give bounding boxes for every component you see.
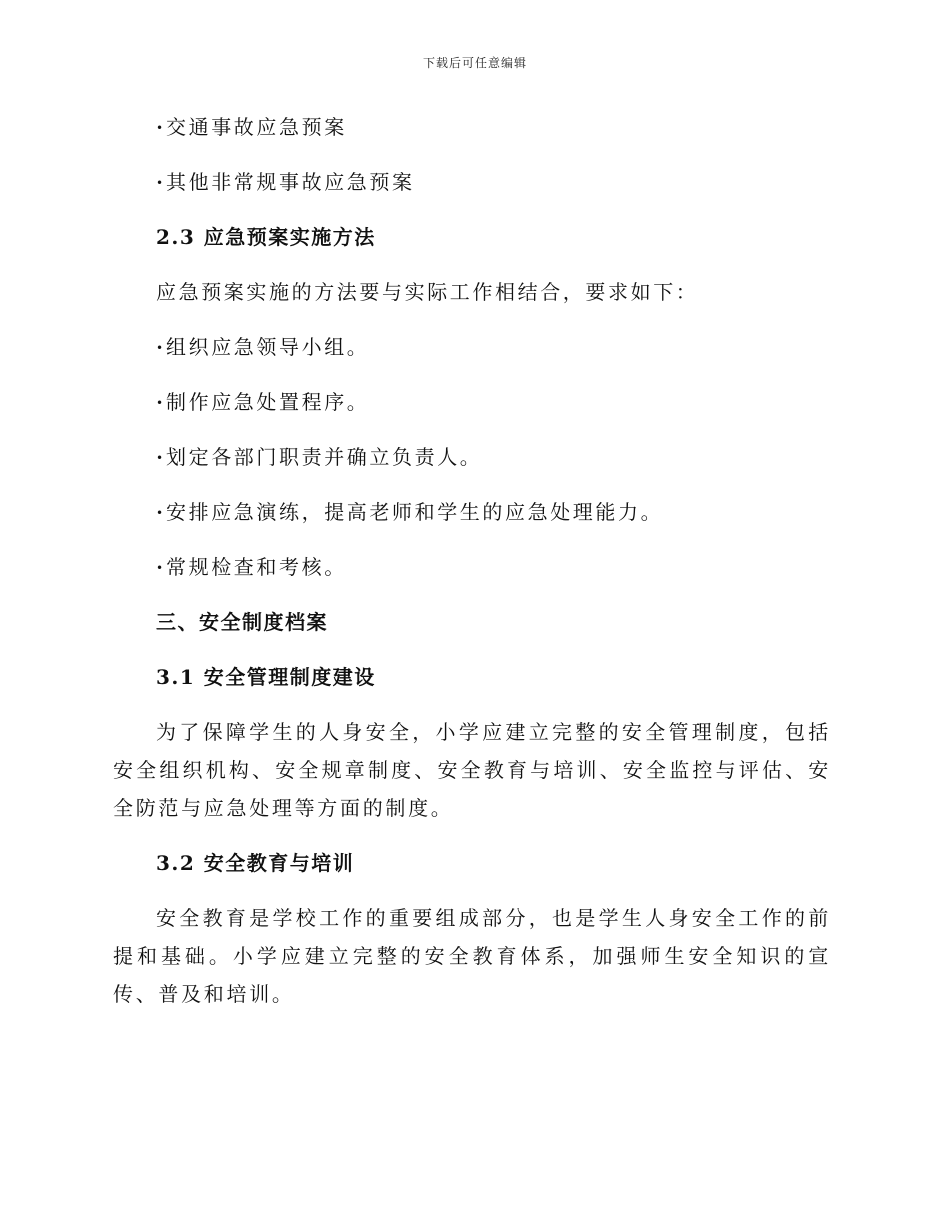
bullet-dot: • bbox=[156, 341, 166, 355]
bullet-dot: • bbox=[156, 451, 166, 465]
bullet-dot: • bbox=[156, 561, 166, 575]
bullet-text: 常规检查和考核。 bbox=[166, 555, 347, 579]
bullet-dot: • bbox=[156, 121, 166, 135]
bullet-item bbox=[113, 108, 831, 146]
bullet-item bbox=[113, 383, 831, 421]
section-heading: 3.2 安全教育与培训 bbox=[156, 851, 355, 875]
bullet-item bbox=[113, 163, 831, 201]
section-heading: 2.3 应急预案实施方法 bbox=[156, 225, 376, 249]
bullet-text: 其他非常规事故应急预案 bbox=[166, 170, 415, 194]
bullet-dot: • bbox=[156, 176, 166, 190]
document-body bbox=[113, 108, 831, 1013]
bullet-item bbox=[113, 438, 831, 476]
bullet-item bbox=[113, 493, 831, 531]
bullet-item bbox=[113, 548, 831, 586]
bullet-text: 制作应急处置程序。 bbox=[166, 390, 370, 414]
page-header: 下载后可任意编辑 bbox=[422, 56, 527, 70]
section-heading: 3.1 安全管理制度建设 bbox=[156, 665, 376, 689]
bullet-item bbox=[113, 328, 831, 366]
bullet-dot: • bbox=[156, 506, 166, 520]
bullet-text: 安排应急演练，提高老师和学生的应急处理能力。 bbox=[166, 500, 664, 524]
chapter-heading: 三、安全制度档案 bbox=[156, 610, 328, 634]
bullet-dot: • bbox=[156, 396, 166, 410]
bullet-text: 组织应急领导小组。 bbox=[166, 335, 370, 359]
bullet-text: 划定各部门职责并确立负责人。 bbox=[166, 445, 483, 469]
bullet-text: 交通事故应急预案 bbox=[166, 115, 347, 139]
body-paragraph: 安全教育是学校工作的重要组成部分，也是学生人身安全工作的前提和基础。小学应建立完整的安全教育体系，加强师生安全知识的宣传、普及和培训。 bbox=[113, 906, 831, 1006]
intro-paragraph: 应急预案实施的方法要与实际工作相结合，要求如下： bbox=[156, 280, 699, 304]
body-paragraph: 为了保障学生的人身安全，小学应建立完整的安全管理制度，包括安全组织机构、安全规章制度、安全教育与培训、安全监控与评估、安全防范与应急处理等方面的制度。 bbox=[113, 720, 831, 820]
